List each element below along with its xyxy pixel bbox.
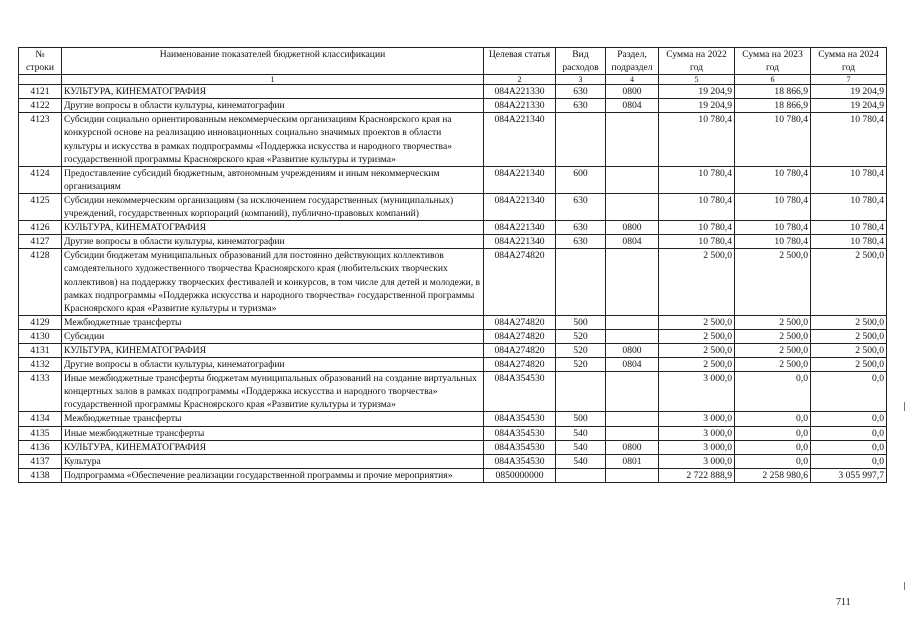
sum-2023-cell: 2 500,0 bbox=[735, 315, 811, 329]
row-number-cell: 4121 bbox=[19, 85, 62, 99]
sum-2022-cell: 2 500,0 bbox=[659, 249, 735, 315]
expense-type-cell: 500 bbox=[556, 412, 606, 426]
indicator-name-cell: Предоставление субсидий бюджетным, автономным учреждениям и иным некоммерческим организациям bbox=[62, 166, 484, 193]
indicator-name-cell: Другие вопросы в области культуры, кинематографии bbox=[62, 358, 484, 372]
section-cell: 0804 bbox=[606, 358, 659, 372]
table-row bbox=[19, 99, 887, 113]
sum-2022-cell: 3 000,0 bbox=[659, 372, 735, 412]
indicator-name-cell: Другие вопросы в области культуры, кинематографии bbox=[62, 99, 484, 113]
row-number-cell: 4122 bbox=[19, 99, 62, 113]
row-number-cell: 4133 bbox=[19, 372, 62, 412]
indicator-name-cell: Межбюджетные трансферты bbox=[62, 315, 484, 329]
page-number: 711 bbox=[836, 597, 851, 608]
section-cell bbox=[606, 329, 659, 343]
table-row bbox=[19, 358, 887, 372]
sum-2024-cell: 2 500,0 bbox=[811, 343, 887, 357]
sum-2024-cell: 19 204,9 bbox=[811, 85, 887, 99]
target-article-cell: 084A221330 bbox=[484, 99, 556, 113]
sum-2024-cell: 2 500,0 bbox=[811, 329, 887, 343]
row-number-cell: 4128 bbox=[19, 249, 62, 315]
expense-type-cell: 630 bbox=[556, 235, 606, 249]
target-article-cell: 084A354530 bbox=[484, 454, 556, 468]
indicator-name-cell: Культура bbox=[62, 454, 484, 468]
sum-2024-cell: 2 500,0 bbox=[811, 358, 887, 372]
expense-type-cell bbox=[556, 113, 606, 166]
expense-type-cell: 540 bbox=[556, 440, 606, 454]
column-number: 3 bbox=[556, 75, 606, 85]
row-number-cell: 4135 bbox=[19, 426, 62, 440]
indicator-name-cell: Субсидии социально ориентированным некоммерческим организациям Красноярского края на конкурсной основе на реализацию инновационных социально значимых проектов в области культуры и искусства в рамках подпрограммы «Поддержка искусства и народного творчества» государственной программы Красноярского края «Развитие культуры и туризма» bbox=[62, 113, 484, 166]
sum-2024-cell: 10 780,4 bbox=[811, 166, 887, 193]
section-cell: 0801 bbox=[606, 454, 659, 468]
indicator-name-cell: КУЛЬТУРА, КИНЕМАТОГРАФИЯ bbox=[62, 440, 484, 454]
sum-2023-cell: 0,0 bbox=[735, 426, 811, 440]
table-body bbox=[19, 85, 887, 483]
section-cell: 0804 bbox=[606, 235, 659, 249]
sum-2022-cell: 2 500,0 bbox=[659, 343, 735, 357]
sum-2022-cell: 10 780,4 bbox=[659, 166, 735, 193]
column-number: 1 bbox=[62, 75, 484, 85]
table-row bbox=[19, 454, 887, 468]
expense-type-cell: 630 bbox=[556, 99, 606, 113]
target-article-cell: 084A221340 bbox=[484, 113, 556, 166]
table-row bbox=[19, 193, 887, 220]
target-article-cell: 084A354530 bbox=[484, 372, 556, 412]
indicator-name-cell: КУЛЬТУРА, КИНЕМАТОГРАФИЯ bbox=[62, 343, 484, 357]
section-cell bbox=[606, 468, 659, 482]
expense-type-cell bbox=[556, 372, 606, 412]
expense-type-cell: 520 bbox=[556, 329, 606, 343]
section-cell bbox=[606, 412, 659, 426]
target-article-cell: 084A274820 bbox=[484, 249, 556, 315]
sum-2023-cell: 10 780,4 bbox=[735, 113, 811, 166]
sum-2024-cell: 2 500,0 bbox=[811, 315, 887, 329]
sum-2024-cell: 2 500,0 bbox=[811, 249, 887, 315]
header-row-no: № строки bbox=[19, 48, 62, 75]
column-number: 7 bbox=[811, 75, 887, 85]
section-cell: 0800 bbox=[606, 440, 659, 454]
row-number-cell: 4127 bbox=[19, 235, 62, 249]
sum-2023-cell: 0,0 bbox=[735, 440, 811, 454]
header-sum-2022: Сумма на 2022 год bbox=[659, 48, 735, 75]
header-row bbox=[19, 48, 887, 75]
column-number bbox=[19, 75, 62, 85]
section-cell: 0800 bbox=[606, 221, 659, 235]
sum-2023-cell: 0,0 bbox=[735, 412, 811, 426]
table-row bbox=[19, 468, 887, 482]
sum-2022-cell: 3 000,0 bbox=[659, 454, 735, 468]
header-name: Наименование показателей бюджетной классификации bbox=[62, 48, 484, 75]
column-number: 2 bbox=[484, 75, 556, 85]
sum-2023-cell: 2 500,0 bbox=[735, 358, 811, 372]
target-article-cell: 084A221340 bbox=[484, 193, 556, 220]
sum-2024-cell: 0,0 bbox=[811, 440, 887, 454]
sum-2024-cell: 0,0 bbox=[811, 372, 887, 412]
sum-2022-cell: 3 000,0 bbox=[659, 412, 735, 426]
target-article-cell: 084A221340 bbox=[484, 235, 556, 249]
sum-2022-cell: 10 780,4 bbox=[659, 193, 735, 220]
indicator-name-cell: Субсидии bbox=[62, 329, 484, 343]
sum-2022-cell: 19 204,9 bbox=[659, 85, 735, 99]
section-cell bbox=[606, 113, 659, 166]
row-number-cell: 4123 bbox=[19, 113, 62, 166]
table-row bbox=[19, 329, 887, 343]
header-sum-2023: Сумма на 2023 год bbox=[735, 48, 811, 75]
table-row bbox=[19, 113, 887, 166]
target-article-cell: 084A354530 bbox=[484, 440, 556, 454]
sum-2022-cell: 10 780,4 bbox=[659, 235, 735, 249]
indicator-name-cell: Субсидии бюджетам муниципальных образований для постоянно действующих коллективов самодеятельного художественного творчества Красноярского края (любительских творческих коллективов) на поддержку творческих фестивалей и конкурсов, в том числе для детей и молодежи, в рамках подпрограммы «Поддержка искусства и народного творчества» государственной программы Красноярского края «Развитие культуры и туризма» bbox=[62, 249, 484, 315]
row-number-cell: 4134 bbox=[19, 412, 62, 426]
header-sum-2024: Сумма на 2024 год bbox=[811, 48, 887, 75]
sum-2023-cell: 18 866,9 bbox=[735, 85, 811, 99]
table-row bbox=[19, 372, 887, 412]
indicator-name-cell: Другие вопросы в области культуры, кинематографии bbox=[62, 235, 484, 249]
row-number-cell: 4137 bbox=[19, 454, 62, 468]
table-row bbox=[19, 426, 887, 440]
header-type: Вид расходов bbox=[556, 48, 606, 75]
sum-2024-cell: 19 204,9 bbox=[811, 99, 887, 113]
row-number-cell: 4136 bbox=[19, 440, 62, 454]
sum-2022-cell: 2 500,0 bbox=[659, 329, 735, 343]
indicator-name-cell: Подпрограмма «Обеспечение реализации государственной программы и прочие мероприятия» bbox=[62, 468, 484, 482]
column-number-row bbox=[19, 75, 887, 85]
sum-2024-cell: 10 780,4 bbox=[811, 221, 887, 235]
section-cell bbox=[606, 315, 659, 329]
sum-2024-cell: 3 055 997,7 bbox=[811, 468, 887, 482]
row-number-cell: 4130 bbox=[19, 329, 62, 343]
budget-table bbox=[18, 47, 887, 483]
expense-type-cell: 540 bbox=[556, 426, 606, 440]
row-number-cell: 4131 bbox=[19, 343, 62, 357]
sum-2022-cell: 2 500,0 bbox=[659, 315, 735, 329]
expense-type-cell: 630 bbox=[556, 85, 606, 99]
table-row bbox=[19, 412, 887, 426]
row-number-cell: 4126 bbox=[19, 221, 62, 235]
table-row bbox=[19, 85, 887, 99]
target-article-cell: 084A274820 bbox=[484, 343, 556, 357]
sum-2022-cell: 10 780,4 bbox=[659, 113, 735, 166]
target-article-cell: 084A221330 bbox=[484, 85, 556, 99]
row-number-cell: 4132 bbox=[19, 358, 62, 372]
indicator-name-cell: Субсидии некоммерческим организациям (за исключением государственных (муниципальных) учреждений, государственных корпораций (компаний), публично-правовых компаний) bbox=[62, 193, 484, 220]
table-row bbox=[19, 343, 887, 357]
section-cell bbox=[606, 372, 659, 412]
target-article-cell: 084A221340 bbox=[484, 221, 556, 235]
sum-2024-cell: 0,0 bbox=[811, 412, 887, 426]
sum-2023-cell: 0,0 bbox=[735, 372, 811, 412]
indicator-name-cell: КУЛЬТУРА, КИНЕМАТОГРАФИЯ bbox=[62, 221, 484, 235]
target-article-cell: 084A354530 bbox=[484, 426, 556, 440]
sum-2022-cell: 10 780,4 bbox=[659, 221, 735, 235]
section-cell bbox=[606, 426, 659, 440]
sum-2022-cell: 3 000,0 bbox=[659, 440, 735, 454]
indicator-name-cell: Межбюджетные трансферты bbox=[62, 412, 484, 426]
sum-2023-cell: 2 500,0 bbox=[735, 343, 811, 357]
row-number-cell: 4138 bbox=[19, 468, 62, 482]
target-article-cell: 084A274820 bbox=[484, 315, 556, 329]
sum-2023-cell: 10 780,4 bbox=[735, 235, 811, 249]
header-section: Раздел, подраздел bbox=[606, 48, 659, 75]
sum-2024-cell: 10 780,4 bbox=[811, 113, 887, 166]
column-number: 6 bbox=[735, 75, 811, 85]
expense-type-cell bbox=[556, 249, 606, 315]
sum-2023-cell: 2 258 980,6 bbox=[735, 468, 811, 482]
table-row bbox=[19, 221, 887, 235]
row-number-cell: 4124 bbox=[19, 166, 62, 193]
expense-type-cell: 540 bbox=[556, 454, 606, 468]
row-number-cell: 4129 bbox=[19, 315, 62, 329]
indicator-name-cell: Иные межбюджетные трансферты bbox=[62, 426, 484, 440]
target-article-cell: 0850000000 bbox=[484, 468, 556, 482]
section-cell bbox=[606, 166, 659, 193]
sum-2023-cell: 10 780,4 bbox=[735, 166, 811, 193]
expense-type-cell: 630 bbox=[556, 221, 606, 235]
target-article-cell: 084A274820 bbox=[484, 329, 556, 343]
table-row bbox=[19, 249, 887, 315]
sum-2024-cell: 0,0 bbox=[811, 454, 887, 468]
sum-2023-cell: 0,0 bbox=[735, 454, 811, 468]
header-target: Целевая статья bbox=[484, 48, 556, 75]
expense-type-cell: 630 bbox=[556, 193, 606, 220]
sum-2023-cell: 2 500,0 bbox=[735, 249, 811, 315]
sum-2023-cell: 18 866,9 bbox=[735, 99, 811, 113]
sum-2022-cell: 19 204,9 bbox=[659, 99, 735, 113]
section-cell bbox=[606, 193, 659, 220]
table-row bbox=[19, 440, 887, 454]
expense-type-cell bbox=[556, 468, 606, 482]
sum-2024-cell: 0,0 bbox=[811, 426, 887, 440]
table-row bbox=[19, 235, 887, 249]
sum-2022-cell: 3 000,0 bbox=[659, 426, 735, 440]
sum-2022-cell: 2 500,0 bbox=[659, 358, 735, 372]
column-number: 4 bbox=[606, 75, 659, 85]
section-cell bbox=[606, 249, 659, 315]
section-cell: 0800 bbox=[606, 343, 659, 357]
table-row bbox=[19, 315, 887, 329]
expense-type-cell: 600 bbox=[556, 166, 606, 193]
sum-2023-cell: 10 780,4 bbox=[735, 193, 811, 220]
target-article-cell: 084A354530 bbox=[484, 412, 556, 426]
column-number: 5 bbox=[659, 75, 735, 85]
expense-type-cell: 500 bbox=[556, 315, 606, 329]
sum-2023-cell: 10 780,4 bbox=[735, 221, 811, 235]
sum-2024-cell: 10 780,4 bbox=[811, 235, 887, 249]
target-article-cell: 084A274820 bbox=[484, 358, 556, 372]
section-cell: 0800 bbox=[606, 85, 659, 99]
section-cell: 0804 bbox=[606, 99, 659, 113]
indicator-name-cell: КУЛЬТУРА, КИНЕМАТОГРАФИЯ bbox=[62, 85, 484, 99]
sum-2024-cell: 10 780,4 bbox=[811, 193, 887, 220]
target-article-cell: 084A221340 bbox=[484, 166, 556, 193]
indicator-name-cell: Иные межбюджетные трансферты бюджетам муниципальных образований на создание виртуальных концертных залов в рамках подпрограммы «Поддержка искусства и народного творчества» государственной программы Красноярского края «Развитие культуры и туризма» bbox=[62, 372, 484, 412]
sum-2023-cell: 2 500,0 bbox=[735, 329, 811, 343]
row-number-cell: 4125 bbox=[19, 193, 62, 220]
expense-type-cell: 520 bbox=[556, 343, 606, 357]
sum-2022-cell: 2 722 888,9 bbox=[659, 468, 735, 482]
table-row bbox=[19, 166, 887, 193]
expense-type-cell: 520 bbox=[556, 358, 606, 372]
